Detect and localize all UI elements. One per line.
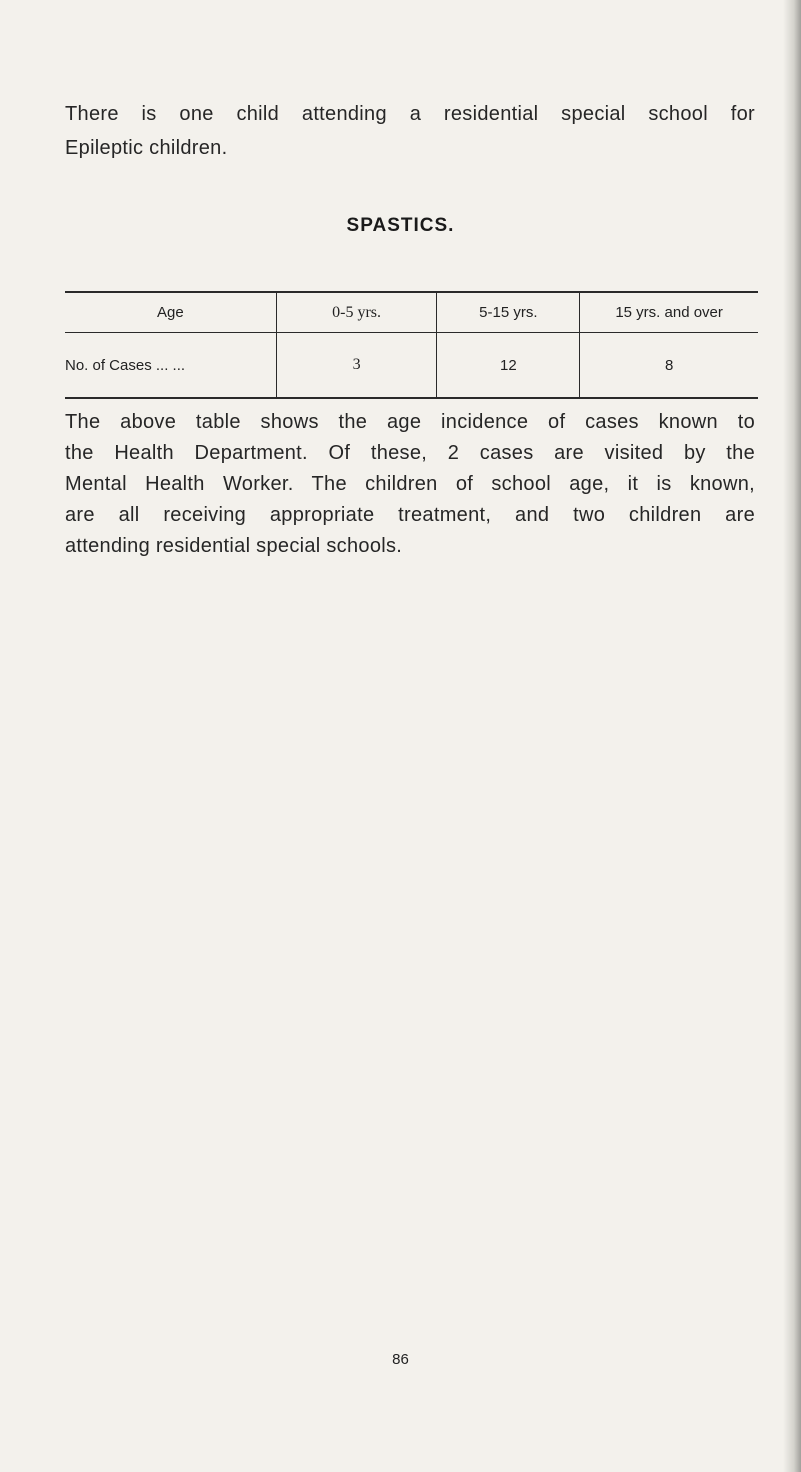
page-edge-shadow: [783, 0, 801, 1472]
header-5-15: 5-15 yrs.: [437, 292, 580, 333]
header-age: Age: [65, 292, 276, 333]
intro-line-2: Epileptic children.: [65, 137, 228, 159]
page-number: 86: [392, 1351, 409, 1368]
body-line-1: The above table shows the age incidence of cases known to: [65, 411, 755, 433]
cell-5-15: 12: [437, 333, 580, 399]
body-paragraph: [65, 407, 755, 562]
body-line-4: are all receiving appropriate treatment, and two children are: [65, 504, 755, 526]
header-15-over: 15 yrs. and over: [580, 292, 758, 333]
header-0-5: 0-5 yrs.: [276, 292, 437, 333]
row-label: No. of Cases ... ...: [65, 333, 276, 399]
intro-line-1: There is one child attending a residential special school for: [65, 103, 755, 125]
spastics-table: [65, 291, 758, 399]
body-line-2: the Health Department. Of these, 2 cases are visited by the: [65, 442, 755, 464]
table-header-row: [65, 292, 758, 333]
body-line-3: Mental Health Worker. The children of school age, it is known,: [65, 473, 755, 495]
cell-0-5: 3: [276, 333, 437, 399]
table-row: [65, 333, 758, 399]
body-line-5: attending residential special schools.: [65, 535, 403, 557]
section-heading: SPASTICS.: [346, 215, 455, 236]
cell-15-over: 8: [580, 333, 758, 399]
intro-paragraph: [65, 97, 755, 165]
